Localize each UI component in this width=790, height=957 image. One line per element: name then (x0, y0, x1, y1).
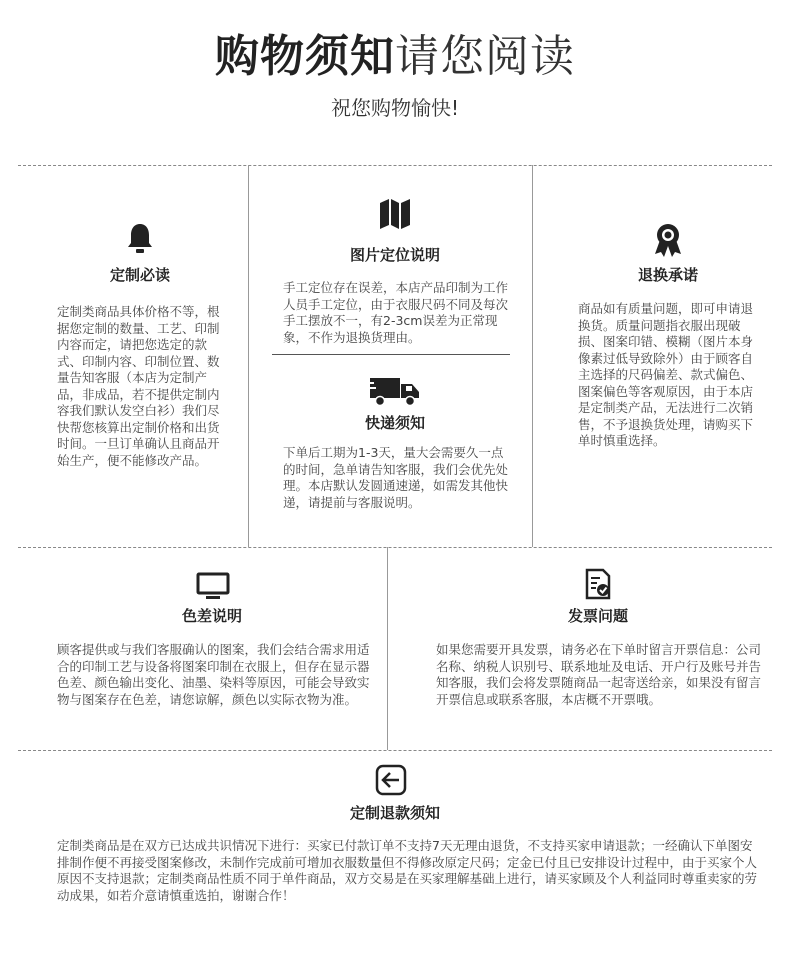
refund-heading: 定制退款须知 (349, 804, 440, 822)
page-title (0, 28, 790, 86)
shipping-body: 下单后工期为1-3天，量大会需要久一点的时间，急单请告知客服，我们会优先处理。本店默认发圆通速递，如需发其他快递，请提前与客服说明。 (283, 445, 509, 510)
invoice-body: 如果您需要开具发票，请务必在下单时留言开票信息：公司名称、纳税人识别号、联系地址及电话、开户行及账号并告知客服，我们会将发票随商品一起寄送给亲，如果没有留言开票信息或联系客服，本店概不开票哦。 (436, 642, 762, 707)
divider-vertical-center (387, 547, 388, 750)
divider-vertical-left (248, 165, 249, 547)
truck-icon (368, 374, 422, 408)
position-heading: 图片定位说明 (349, 246, 440, 264)
refund-body: 定制类商品是在双方已达成共识情况下进行：买家已付款订单不支持7天无理由退货，不支持买家申请退款；一经确认下单图安排制作便不再接受图案修改，未制作完成前可增加衣服数量但不得修改原定尺码；定金已付且已安排设计过程中，由于买家个人原因不支持退款；定制类商品性质不同于单件商品，双方交易是在买家理解基础上进行，请买家顾及个人利益同时尊重卖家的劳动成果，如若介意请慎重选拍，谢谢合作！ (57, 838, 758, 903)
page-subtitle: 祝您购物愉快! (330, 96, 460, 120)
shipping-heading: 快递须知 (364, 414, 425, 432)
divider-top (18, 165, 772, 166)
returns-heading: 退换承诺 (637, 266, 698, 284)
title-thin: 请您阅读 (395, 31, 575, 82)
invoice-heading: 发票问题 (567, 607, 628, 625)
invoice-check-icon (584, 568, 612, 600)
custom-heading: 定制必读 (109, 266, 170, 284)
color-heading: 色差说明 (181, 607, 242, 625)
award-ribbon-icon (652, 222, 684, 258)
returns-body: 商品如有质量问题，即可申请退换货。质量问题指衣服出现破损、图案印错、模糊（图片本身像素过低导致除外）由于顾客自主选择的尺码偏差、款式偏色、图案偏色等客观原因，由于本店是定制类产品，无法进行二次销售，不予退换货处理，请购买下单时慎重选择。 (578, 301, 754, 448)
custom-body: 定制类商品具体价格不等，根据您定制的数量、工艺、印制内容而定，请把您选定的款式、印制内容、印制位置、数量告知客服（本店为定制产品，非成品，若不提供定制内容我们默认发空白衫）我们尽快帮您核算出定制价格和出货时间。一旦订单确认且商品开始生产，便不能修改产品。 (57, 304, 220, 468)
map-icon (378, 197, 412, 231)
page-header (0, 28, 790, 86)
monitor-icon (196, 572, 230, 600)
bell-icon (124, 222, 156, 256)
divider-vertical-right (532, 165, 533, 547)
divider-middle-column (272, 354, 510, 355)
title-bold: 购物须知 (215, 31, 395, 82)
return-arrow-icon (375, 764, 407, 796)
color-body: 顾客提供或与我们客服确认的图案，我们会结合需求用适合的印制工艺与设备将图案印制在衣服上，但存在显示器色差、颜色输出变化、油墨、染料等原因，可能会导致实物与图案存在色差，请您谅解，颜色以实际衣物为准。 (57, 642, 370, 707)
position-body: 手工定位存在误差，本店产品印制为工作人员手工定位，由于衣服尺码不同及每次手工摆放不一，有2-3cm误差为正常现象，不作为退换货理由。 (283, 280, 509, 345)
divider-row-2 (18, 750, 772, 751)
divider-row-1 (18, 547, 772, 548)
